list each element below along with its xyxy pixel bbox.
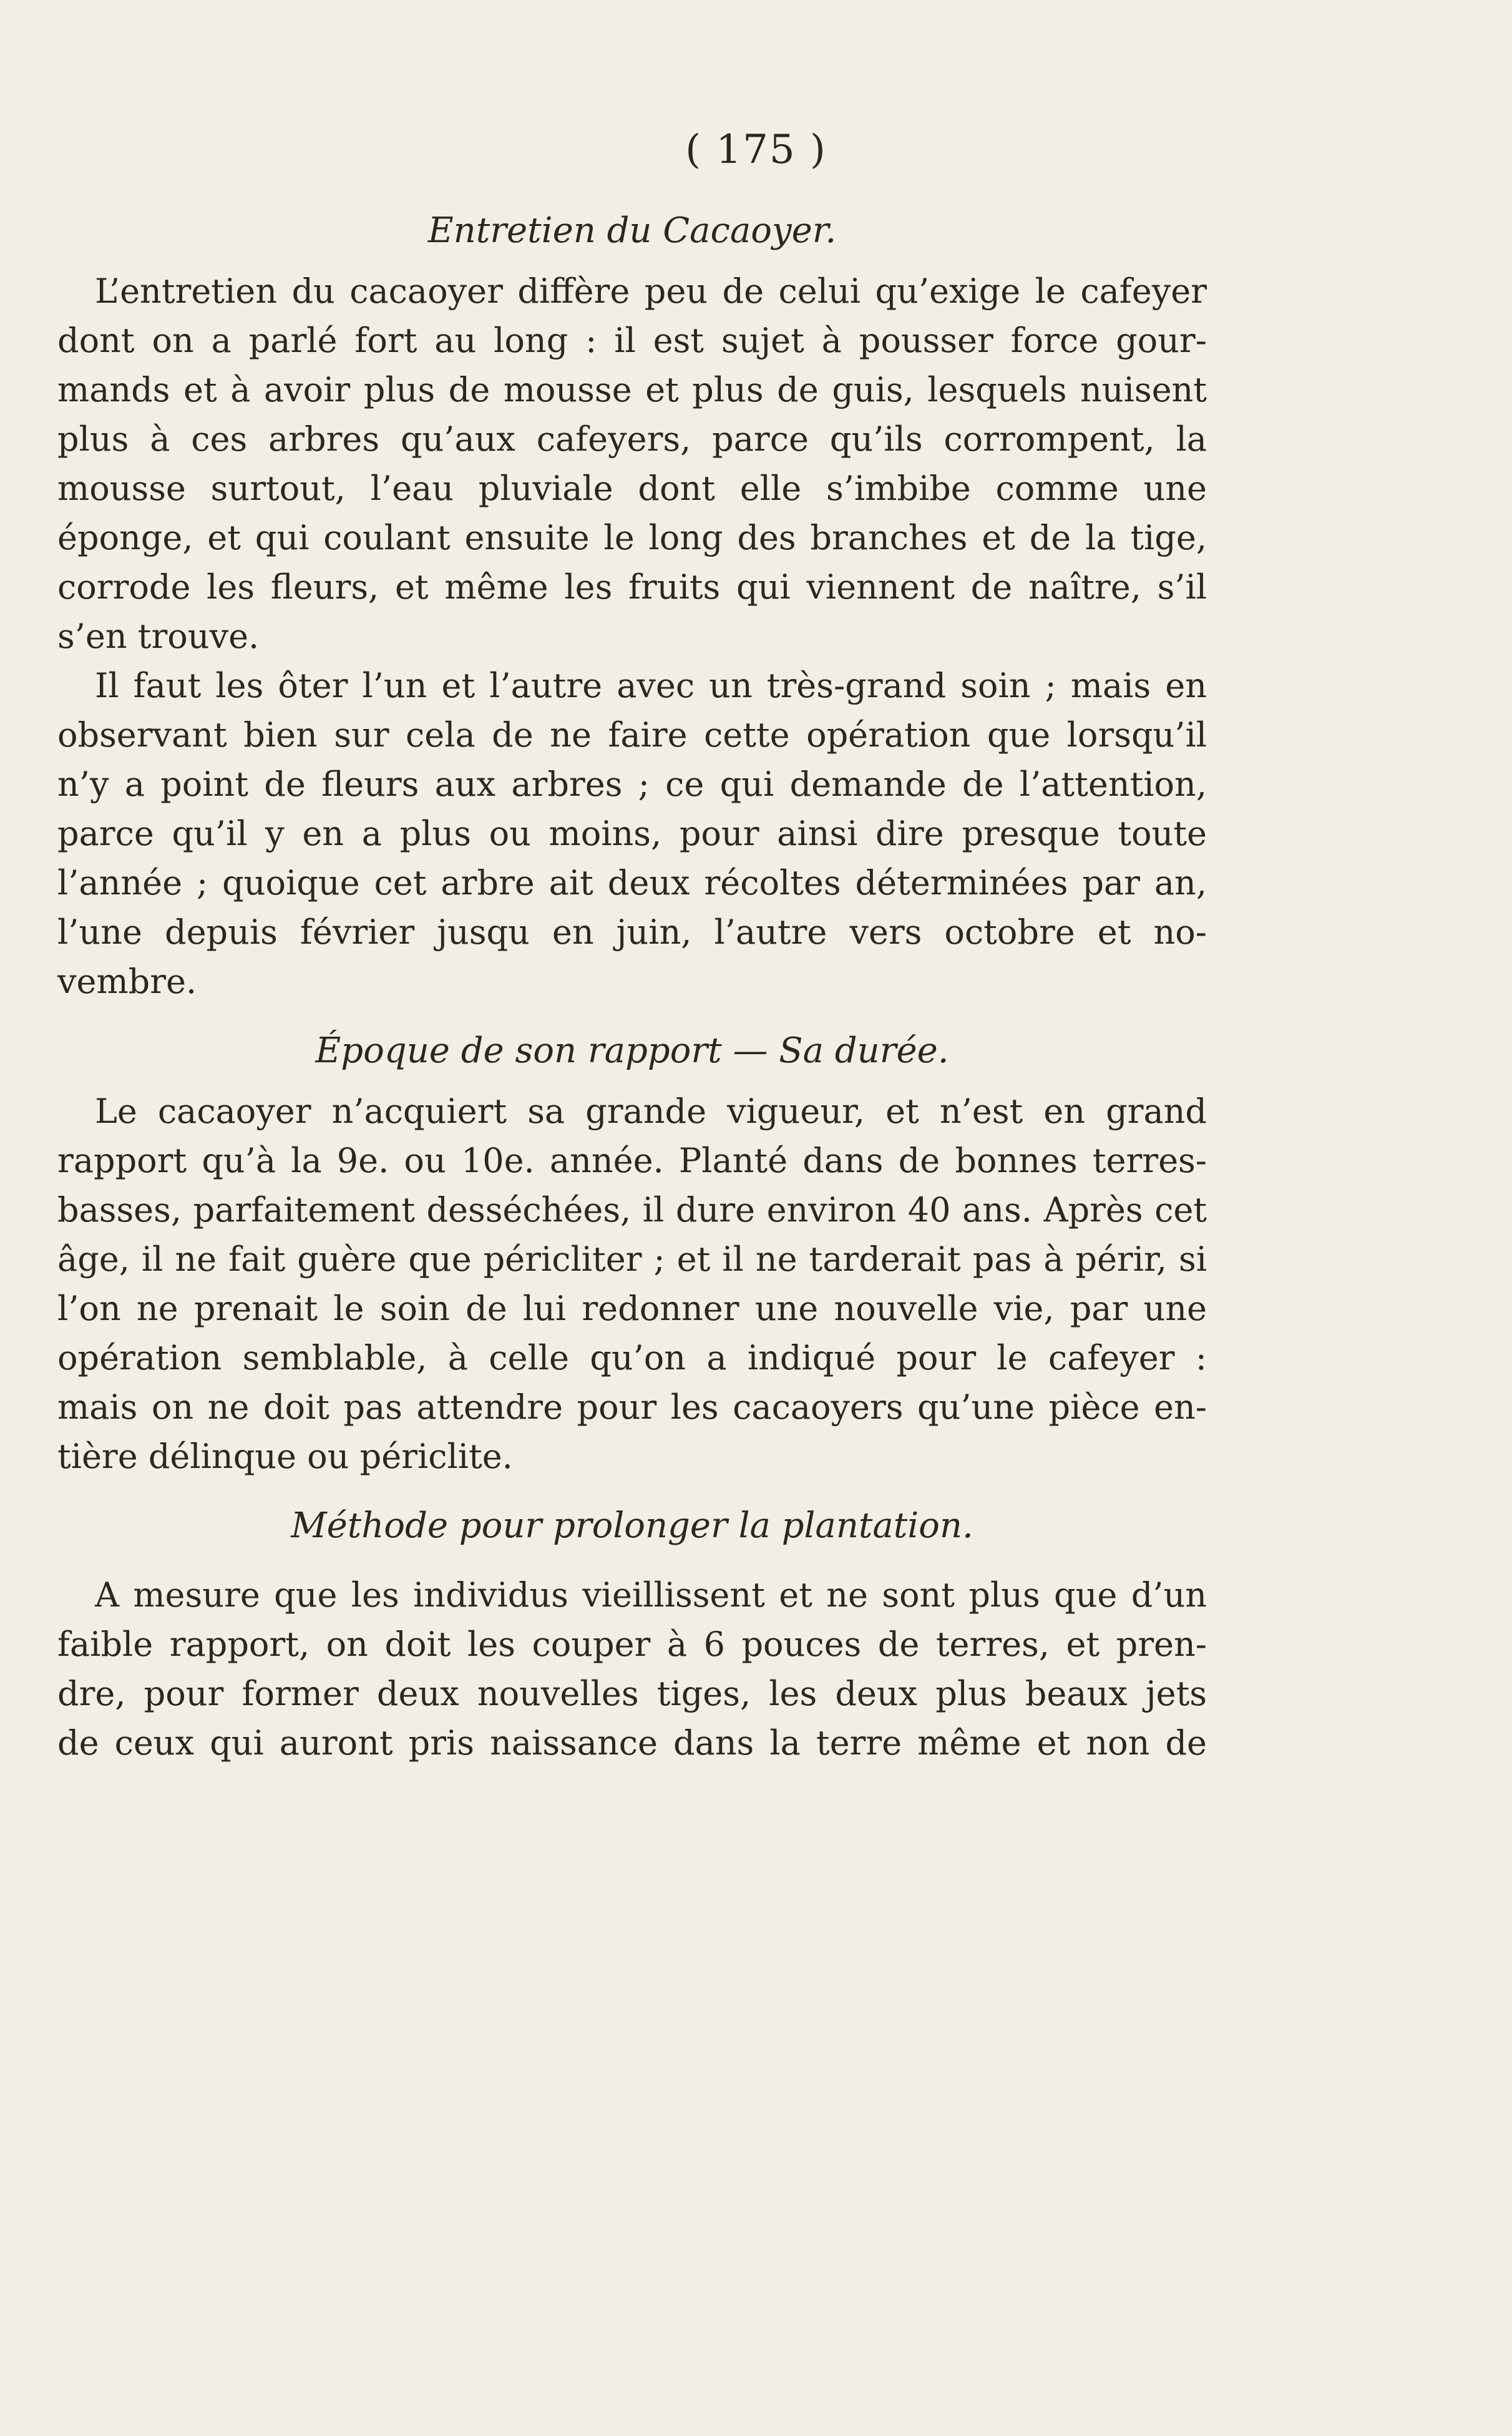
section-heading-methode: Méthode pour prolonger la plantation.: [291, 1505, 973, 1546]
text-line: mais on ne doit pas attendre pour les cacaoyers qu’une pièce en-: [57, 1387, 1207, 1427]
paragraph: [57, 267, 1207, 661]
text-line: basses, parfaitement desséchées, il dure environ 40 ans. Après cet: [57, 1190, 1207, 1230]
text-line: faible rapport, on doit les couper à 6 pouces de terres, et pren-: [57, 1625, 1207, 1664]
text-line: A mesure que les individus vieillissent et ne sont plus que d’un: [95, 1575, 1207, 1615]
paragraph: [57, 1087, 1207, 1481]
text-line: tière délinque ou périclite.: [57, 1437, 513, 1476]
page-body: [57, 206, 1207, 1768]
text-line: observant bien sur cela de ne faire cette opération que lorsqu’il: [57, 715, 1207, 755]
paragraph: [57, 1570, 1207, 1768]
text-line: opération semblable, à celle qu’on a indiqué pour le cafeyer :: [57, 1338, 1207, 1377]
text-line: de ceux qui auront pris naissance dans la terre même et non de: [57, 1723, 1207, 1763]
paragraph: [57, 661, 1207, 1006]
text-line: plus à ces arbres qu’aux cafeyers, parce qu’ils corrompent, la: [57, 419, 1207, 459]
text-line: parce qu’il y en a plus ou moins, pour ainsi dire presque toute: [57, 814, 1207, 853]
text-line: s’en trouve.: [57, 617, 260, 656]
text-line: l’année ; quoique cet arbre ait deux récoltes déterminées par an,: [57, 863, 1207, 902]
text-line: dre, pour former deux nouvelles tiges, les deux plus beaux jets: [57, 1674, 1207, 1713]
text-line: l’une depuis février jusqu en juin, l’autre vers octobre et no-: [57, 912, 1207, 952]
text-line: mousse surtout, l’eau pluviale dont elle s’imbibe comme une: [57, 469, 1207, 508]
text-line: rapport qu’à la 9e. ou 10e. année. Planté dans de bonnes terres-: [57, 1141, 1207, 1180]
text-line: corrode les fleurs, et même les fruits qui viennent de naître, s’il: [57, 567, 1207, 607]
text-line: n’y a point de fleurs aux arbres ; ce qui demande de l’attention,: [57, 765, 1207, 804]
text-line: L’entretien du cacaoyer diffère peu de celui qu’exige le cafeyer: [95, 271, 1207, 311]
page-number: ( 175 ): [685, 127, 827, 173]
text-line: éponge, et qui coulant ensuite le long des branches et de la tige,: [57, 518, 1207, 557]
text-line: vembre.: [57, 962, 197, 1001]
text-line: mands et à avoir plus de mousse et plus de guis, lesquels nuisent: [57, 370, 1207, 409]
text-line: Il faut les ôter l’un et l’autre avec un très-grand soin ; mais en: [95, 666, 1207, 705]
section-heading-entretien: Entretien du Cacaoyer.: [427, 210, 837, 251]
text-line: Le cacaoyer n’acquiert sa grande vigueur, et n’est en grand: [95, 1092, 1207, 1131]
text-line: âge, il ne fait guère que péricliter ; et il ne tarderait pas à périr, si: [57, 1240, 1207, 1279]
section-heading-epoque: Époque de son rapport — Sa durée.: [315, 1030, 949, 1071]
text-line: l’on ne prenait le soin de lui redonner une nouvelle vie, par une: [57, 1289, 1207, 1328]
text-line: dont on a parlé fort au long : il est sujet à pousser force gour-: [57, 321, 1207, 360]
